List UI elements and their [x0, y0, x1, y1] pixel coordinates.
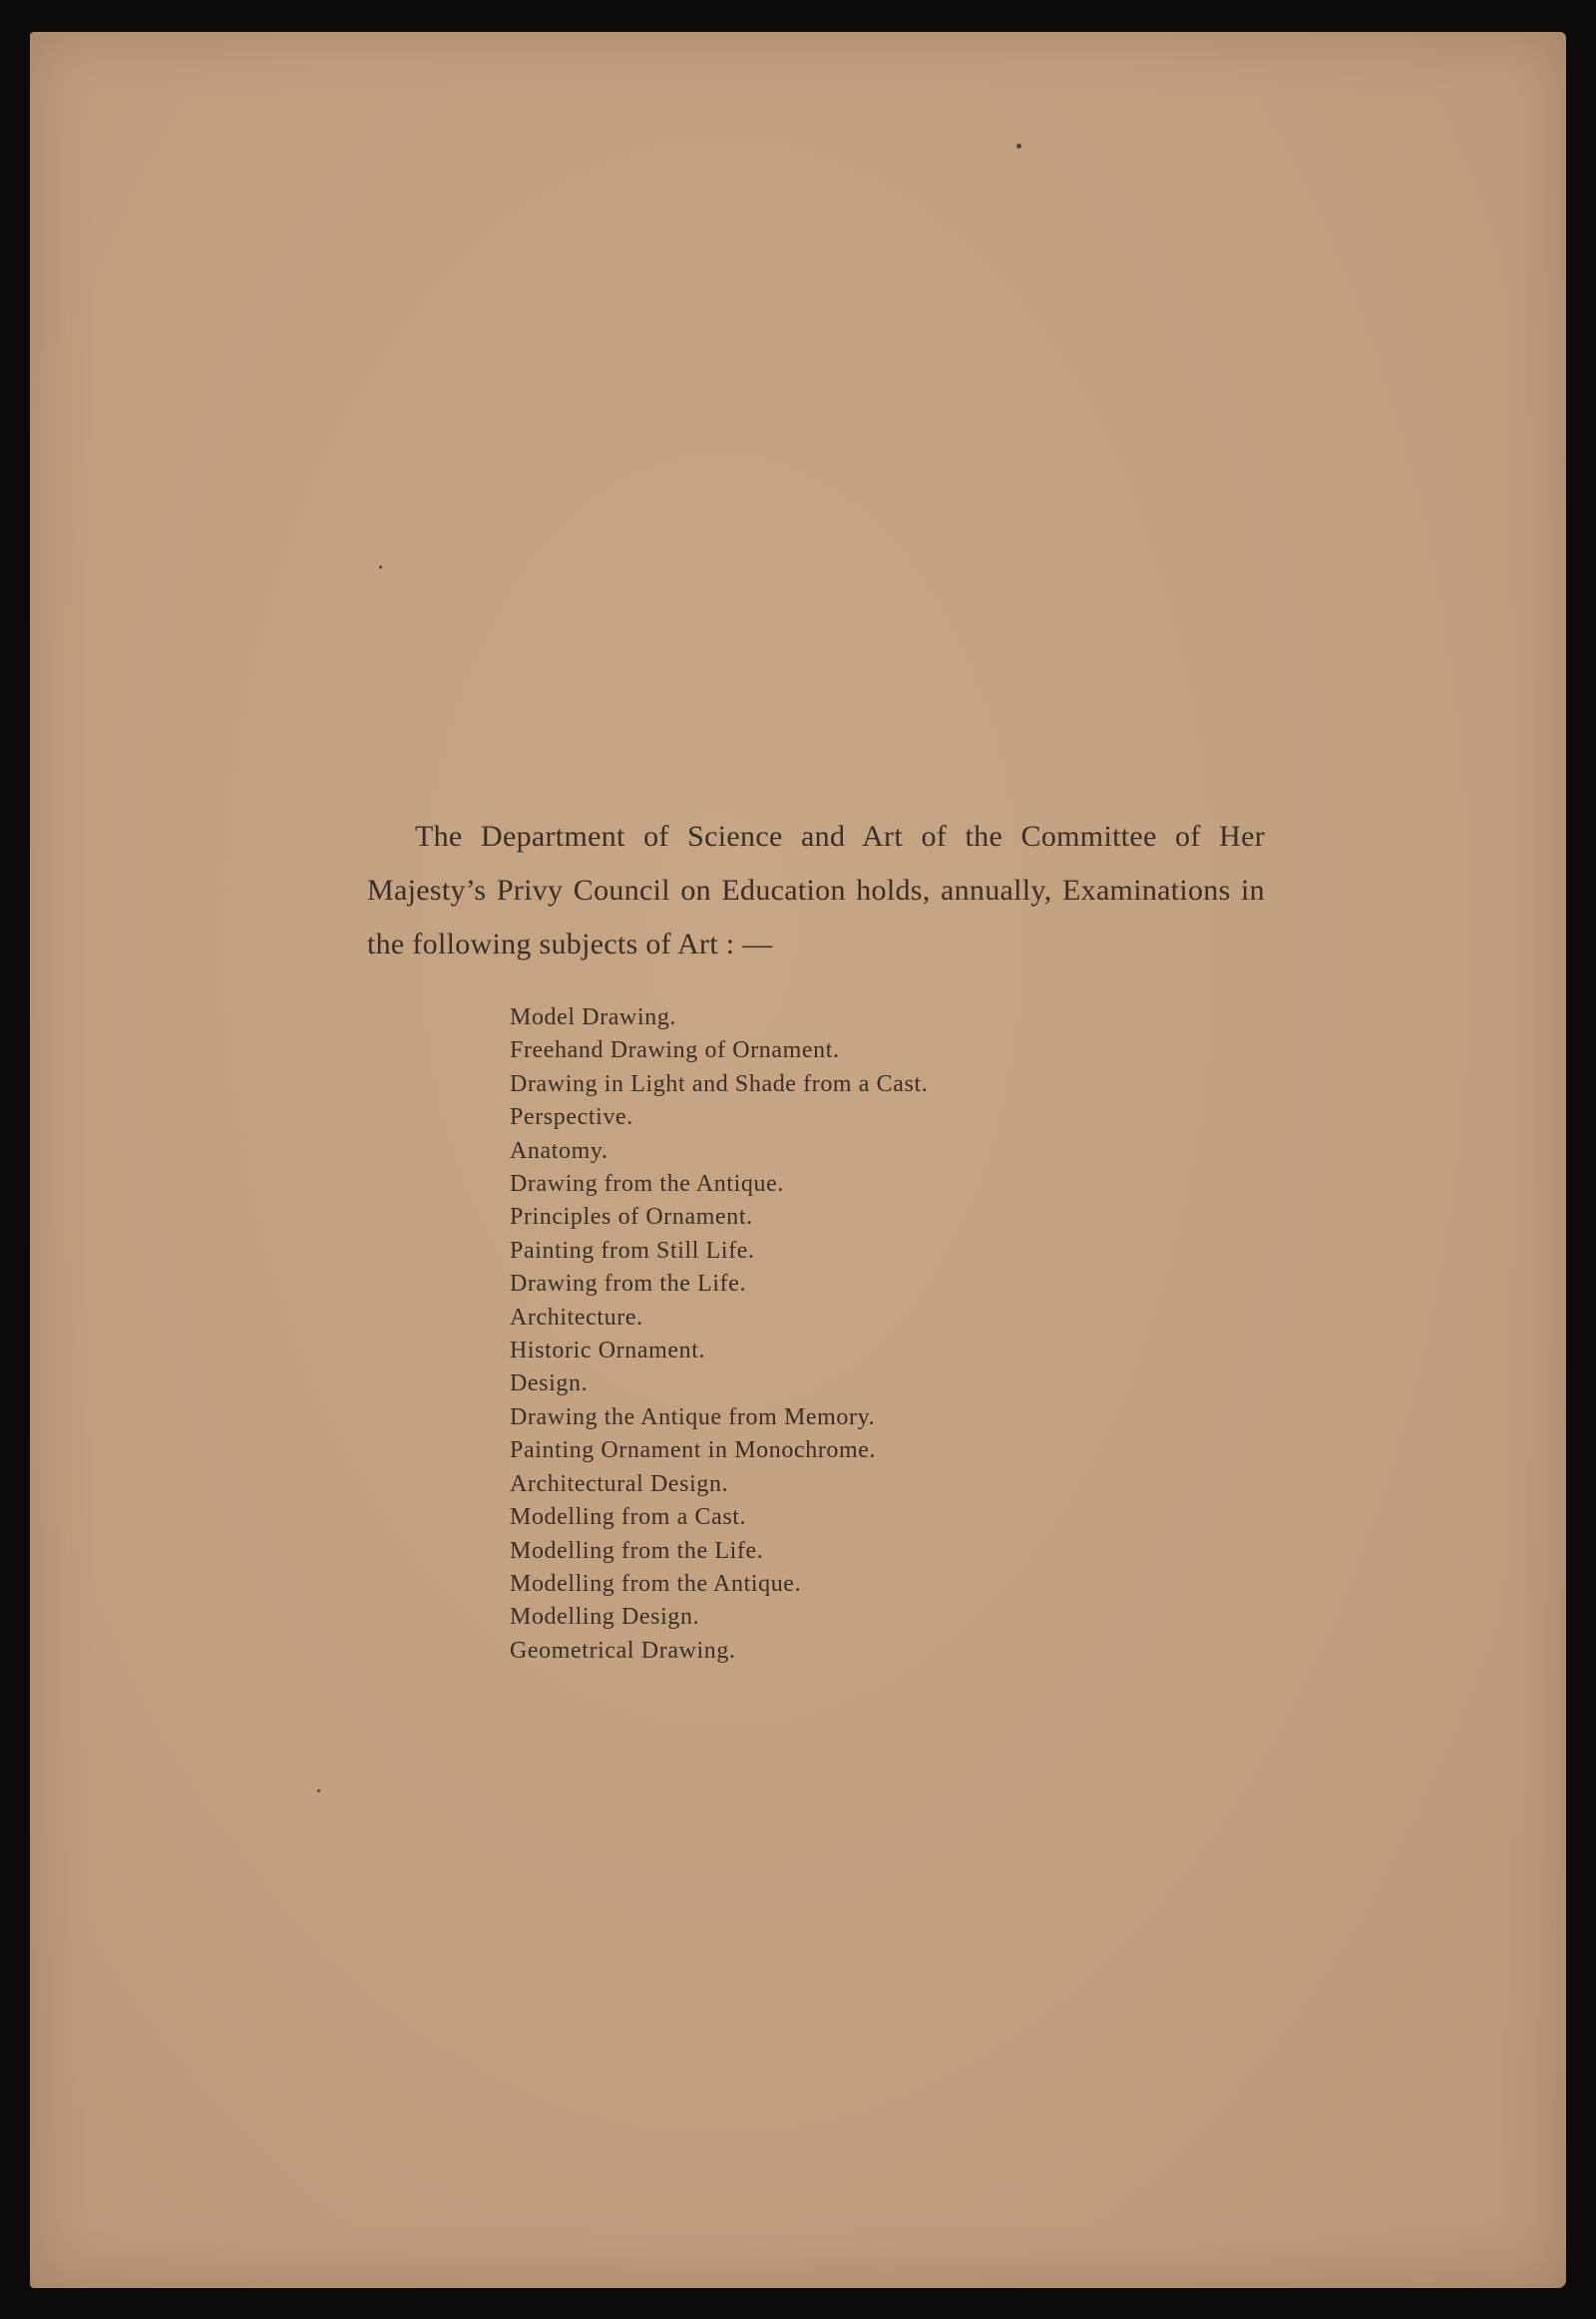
list-item: Anatomy. — [510, 1137, 608, 1164]
subjects-list — [510, 1001, 928, 1668]
list-item: Drawing from the Antique. — [510, 1171, 784, 1198]
list-item: Model Drawing. — [510, 1004, 677, 1030]
list-item: Drawing in Light and Shade from a Cast. — [510, 1070, 929, 1097]
list-item: Modelling Design. — [510, 1604, 700, 1631]
list-item: Modelling from the Antique. — [510, 1570, 802, 1597]
list-item: Drawing from the Life. — [510, 1271, 747, 1298]
list-item: Design. — [510, 1370, 589, 1397]
paper-speck — [1016, 144, 1021, 149]
list-item: Perspective. — [510, 1104, 633, 1131]
list-item: Historic Ornament. — [510, 1338, 706, 1364]
list-item: Architectural Design. — [510, 1470, 729, 1497]
list-item: Geometrical Drawing. — [510, 1637, 736, 1664]
list-item: Modelling from the Life. — [510, 1537, 764, 1564]
paper-speck — [317, 1789, 320, 1792]
list-item: Painting from Still Life. — [510, 1237, 755, 1264]
list-item: Architecture. — [510, 1304, 643, 1331]
list-item: Principles of Ornament. — [510, 1204, 753, 1231]
intro-paragraph — [367, 810, 1265, 971]
list-item: Freehand Drawing of Ornament. — [510, 1037, 840, 1064]
document-page — [30, 32, 1566, 2288]
paper-speck — [379, 566, 382, 569]
list-item: Painting Ornament in Monochrome. — [510, 1437, 877, 1464]
list-item: Modelling from a Cast. — [510, 1504, 747, 1531]
intro-text: The Department of Science and Art of the Committee of Her Majesty’s Privy Council on Education holds, annually, Examinations in the following subjects of Art : — — [367, 820, 1265, 961]
list-item: Drawing the Antique from Memory. — [510, 1403, 876, 1430]
